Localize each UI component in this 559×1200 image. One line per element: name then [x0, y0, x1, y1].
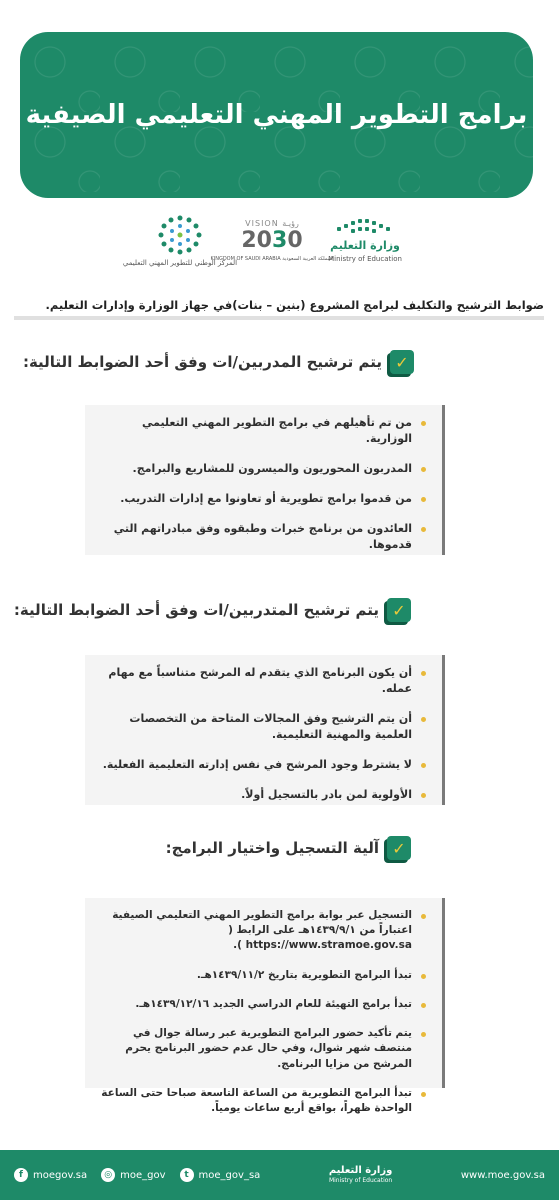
intro-text: ضوابط الترشيح والتكليف لبرامج المشروع (بنين – بنات)في جهاز الوزارة وإدارات التعليم.	[14, 298, 544, 320]
instagram-icon: ◎	[101, 1168, 115, 1182]
check-shield-icon: ✓	[387, 836, 411, 860]
list-item: المدربون المحوريون والميسرون للمشاريع والبرامج.	[95, 461, 428, 477]
vision-2030-logo	[210, 205, 334, 275]
twitter-icon: t	[180, 1168, 194, 1182]
list-item: من تم تأهيلهم في برامج التطوير المهني التعليمي الوزارية.	[95, 415, 428, 447]
section-title-trainees	[14, 598, 411, 622]
trainers-criteria-card	[85, 405, 445, 555]
social-links	[14, 1168, 260, 1182]
section-title-text: آلية التسجيل واختيار البرامج:	[165, 839, 379, 857]
list-item: الأولوية لمن بادر بالتسجيل أولاً.	[95, 787, 428, 803]
check-shield-icon: ✓	[390, 350, 414, 374]
twitter-handle: moe_gov_sa	[198, 1169, 261, 1181]
list-item: من قدموا برامج تطويرية أو تعاونوا مع إدارات التدريب.	[95, 491, 428, 507]
list-item: التسجيل عبر بوابة برامج التطوير المهني التعليمي الصيفية اعتباراً من ١٤٣٩/٩/١هـ على الرابط ( https://www.stramoe.gov.sa ).	[95, 908, 428, 954]
list-item: تبدأ البرامج التطويرية بتاريخ ١٤٣٩/١١/٢هـ.	[95, 968, 428, 983]
facebook-handle: moegov.sa	[33, 1169, 88, 1181]
list-item: أن يتم الترشيح وفق المجالات المتاحة من التخصصات العلمية والمهنية التعليمية.	[95, 711, 428, 743]
twitter-link[interactable]	[180, 1168, 261, 1182]
instagram-link[interactable]	[101, 1168, 165, 1182]
vision-country: المملكة العربية السعودية KINGDOM OF SAUDI ARABIA	[210, 255, 334, 262]
vision-label: VISION رؤيـة	[245, 218, 299, 228]
instagram-handle: moe_gov	[120, 1169, 166, 1181]
website-link[interactable]: www.moe.gov.sa	[460, 1169, 545, 1181]
footer-bar	[0, 1150, 559, 1200]
facebook-link[interactable]	[14, 1168, 87, 1182]
moe-name: وزارة التعليم	[330, 239, 400, 252]
section-title-registration	[166, 836, 411, 860]
registration-steps-card	[85, 898, 445, 1114]
list-item: لا يشترط وجود المرشح في نفس إدارته التعليمية الفعلية.	[95, 757, 428, 773]
ncpd-dots-icon	[153, 214, 207, 256]
moe-logo	[320, 205, 410, 275]
facebook-icon: f	[14, 1168, 28, 1182]
list-item: أن يكون البرنامج الذي يتقدم له المرشح متناسباً مع مهام عمله.	[95, 665, 428, 697]
ncpd-logo	[122, 205, 238, 275]
footer-moe-logo	[329, 1165, 392, 1184]
section-title-text: يتم ترشيح المدربين/ات وفق أحد الضوابط التالية:	[22, 353, 382, 371]
ncpd-name: المركز الوطني للتطوير المهني التعليمي	[122, 258, 238, 267]
trainees-criteria-card	[85, 655, 445, 805]
section-title-trainers	[23, 350, 414, 374]
section-title-text: يتم ترشيح المتدربين/ات وفق أحد الضوابط التالية:	[13, 601, 379, 619]
list-item: يتم تأكيد حضور البرامج التطويرية عبر رسالة جوال في منتصف شهر شوال، وفي حال عدم حضور البرنامج يحرم المرشح من مزايا البرنامج.	[95, 1026, 428, 1072]
logos-row	[0, 205, 559, 275]
list-item: تبدأ البرامج التطويرية من الساعة التاسعة صباحا حتى الساعة الواحدة ظهراً، بواقع أربع ساعات يومياً.	[95, 1086, 428, 1116]
list-item: تبدأ برامج التهيئة للعام الدراسي الجديد ١٤٣٩/١٢/١٦هـ.	[95, 997, 428, 1012]
list-item: العائدون من برنامج خبرات وطبقوه وفق مبادراتهم التي قدموها.	[95, 521, 428, 553]
page-title: برامج التطوير المهني التعليمي الصيفية	[25, 100, 528, 130]
vision-year: 2030	[241, 227, 303, 253]
moe-mark-icon	[335, 217, 395, 239]
check-shield-icon: ✓	[387, 598, 411, 622]
moe-name-en: Ministry of Education	[328, 255, 402, 263]
footer-logo-ar: وزارة التعليم	[328, 1165, 393, 1177]
footer-logo-en: Ministry of Education	[328, 1177, 393, 1185]
header-banner	[20, 32, 533, 198]
